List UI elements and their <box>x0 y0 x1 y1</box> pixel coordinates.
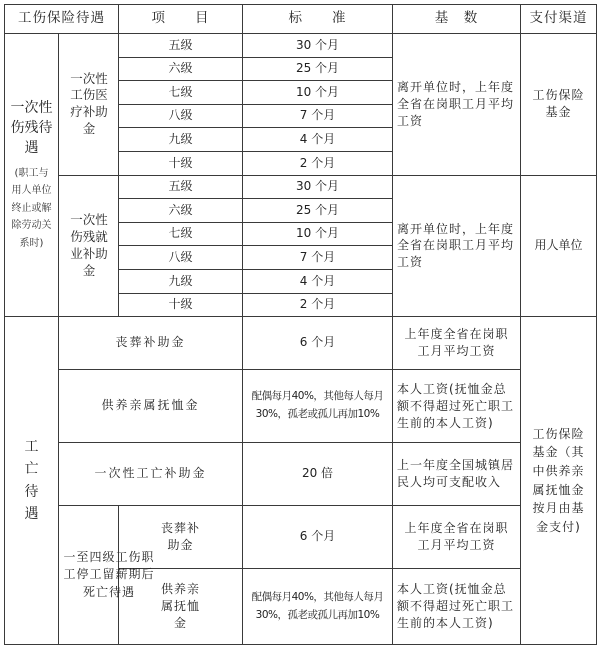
disability-category-note: (职工与用人单位终止或解除劳动关系时) <box>11 167 52 249</box>
funeral-subsidy-item: 丧葬补助金 <box>59 317 243 370</box>
base-cell: 上年度全省在岗职工月平均工资 <box>393 506 521 569</box>
employment-base-cell: 离开单位时，上年度全省在岗职工月平均工资 <box>393 175 521 317</box>
medical-payer-cell: 工伤保险基金 <box>521 34 597 176</box>
standard-cell: 7 个月 <box>243 104 393 128</box>
death-category-title: 工亡待遇 <box>24 438 39 523</box>
injury-insurance-benefits-table <box>4 4 597 645</box>
standard-cell: 30 个月 <box>243 175 393 199</box>
grade-cell: 五级 <box>119 34 243 58</box>
standard-cell: 20 倍 <box>243 443 393 506</box>
death-category-cell <box>5 317 59 645</box>
standard-cell: 配偶每月40%，其他每人每月30%，孤老或孤儿再加10% <box>243 569 393 645</box>
grade-cell: 九级 <box>119 269 243 293</box>
dependent-pension-item: 供养亲属抚恤金 <box>59 370 243 443</box>
base-cell: 本人工资(抚恤金总额不得超过死亡职工生前的本人工资) <box>393 569 521 645</box>
header-base: 基 数 <box>393 5 521 34</box>
standard-cell: 25 个月 <box>243 199 393 223</box>
standard-cell: 30 个月 <box>243 34 393 58</box>
disability-category-cell <box>5 34 59 317</box>
base-cell: 本人工资(抚恤金总额不得超过死亡职工生前的本人工资) <box>393 370 521 443</box>
grade-cell: 九级 <box>119 128 243 152</box>
table-row <box>5 317 597 370</box>
standard-cell: 4 个月 <box>243 128 393 152</box>
medical-base-cell: 离开单位时，上年度全省在岗职工月平均工资 <box>393 34 521 176</box>
grade-cell: 八级 <box>119 246 243 270</box>
table-row <box>5 506 597 569</box>
table-row <box>5 370 597 443</box>
table-row <box>5 443 597 506</box>
death-lump-sum-item: 一次性工亡补助金 <box>59 443 243 506</box>
suspended-death-item: 一至四级工伤职工停工留薪期后死亡待遇 <box>59 506 119 645</box>
header-item: 项 目 <box>119 5 243 34</box>
base-cell: 上年度全省在岗职工月平均工资 <box>393 317 521 370</box>
header-standard: 标 准 <box>243 5 393 34</box>
grade-cell: 十级 <box>119 151 243 175</box>
standard-cell: 4 个月 <box>243 269 393 293</box>
header-payer: 支付渠道 <box>521 5 597 34</box>
base-cell: 上一年度全国城镇居民人均可支配收入 <box>393 443 521 506</box>
table-row <box>5 175 597 199</box>
grade-cell: 十级 <box>119 293 243 317</box>
header-benefit-type: 工伤保险待遇 <box>5 5 119 34</box>
standard-cell: 10 个月 <box>243 81 393 105</box>
grade-cell: 七级 <box>119 222 243 246</box>
grade-cell: 五级 <box>119 175 243 199</box>
funeral-subsidy-subitem: 丧葬补助金 <box>119 506 243 569</box>
header-row <box>5 5 597 34</box>
standard-cell: 配偶每月40%，其他每人每月30%，孤老或孤儿再加10% <box>243 370 393 443</box>
disability-category-title: 一次性伤残待遇 <box>10 99 53 157</box>
medical-subsidy-item: 一次性工伤医疗补助金 <box>59 34 119 176</box>
grade-cell: 八级 <box>119 104 243 128</box>
standard-cell: 2 个月 <box>243 151 393 175</box>
employment-subsidy-item: 一次性伤残就业补助金 <box>59 175 119 317</box>
standard-cell: 7 个月 <box>243 246 393 270</box>
employment-payer-cell: 用人单位 <box>521 175 597 317</box>
standard-cell: 6 个月 <box>243 506 393 569</box>
standard-cell: 2 个月 <box>243 293 393 317</box>
dependent-pension-subitem: 供养亲属抚恤金 <box>119 569 243 645</box>
standard-cell: 6 个月 <box>243 317 393 370</box>
table-row <box>5 34 597 58</box>
grade-cell: 六级 <box>119 57 243 81</box>
grade-cell: 六级 <box>119 199 243 223</box>
standard-cell: 10 个月 <box>243 222 393 246</box>
death-payer-cell: 工伤保险基金（其中供养亲属抚恤金按月由基金支付) <box>521 317 597 645</box>
grade-cell: 七级 <box>119 81 243 105</box>
standard-cell: 25 个月 <box>243 57 393 81</box>
